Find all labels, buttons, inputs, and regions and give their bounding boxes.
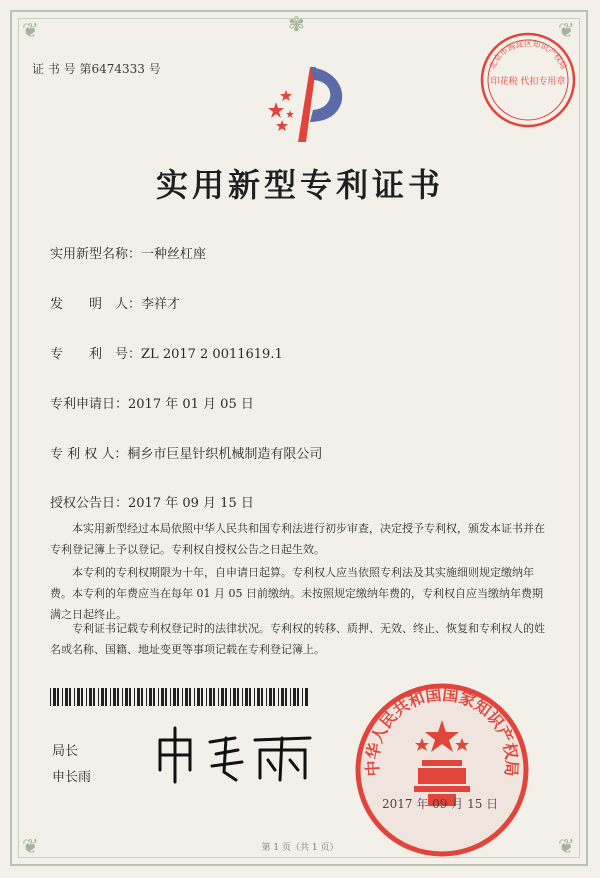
field-patentee xyxy=(50,443,322,462)
barcode-bar xyxy=(137,688,140,706)
barcode-bar xyxy=(281,688,284,706)
barcode-bar xyxy=(197,688,200,706)
barcode-bar xyxy=(158,688,159,706)
seal-date: 2017 年 09 月 15 日 xyxy=(382,797,499,811)
barcode-bar xyxy=(93,688,95,706)
barcode-bar xyxy=(98,688,99,706)
corner-ornament-icon: ❦ xyxy=(558,834,575,858)
body-paragraph: 专利证书记载专利权登记时的法律状况。专利权的转移、质押、无效、终止、恢复和专利权人的姓名或名称、国籍、地址变更等事项记载在专利登记簿上。 xyxy=(50,622,545,656)
barcode-bar xyxy=(249,688,251,706)
barcode-bar xyxy=(182,688,183,706)
barcode-bar xyxy=(225,688,227,706)
barcode-bar xyxy=(62,688,63,706)
barcode-bar xyxy=(245,688,248,706)
barcode-bar xyxy=(278,688,279,706)
field-value: 一种丝杠座 xyxy=(141,247,207,262)
barcode-bar xyxy=(177,688,179,706)
barcode-bar xyxy=(266,688,267,706)
barcode-bar xyxy=(149,688,152,706)
svg-text:北京市海淀区知识产权局: 北京市海淀区知识产权局 xyxy=(487,39,569,71)
barcode-bar xyxy=(74,688,75,706)
body-paragraph: 本专利的专利权期限为十年，自申请日起算。专利权人应当依照专利法及其实施细则规定缴纳年费。本专利的年费应当在每年 01 月 05 日前缴纳。未按照规定缴纳年费的，专利权自应当缴纳年费期满之日起终止。 xyxy=(50,566,543,621)
barcode-bar xyxy=(209,688,212,706)
tax-stamp-seal-icon xyxy=(478,30,578,130)
barcode-bar xyxy=(201,688,203,706)
barcode-bar xyxy=(153,688,155,706)
director-title: 局长 xyxy=(52,744,79,759)
barcode-bar xyxy=(146,688,147,706)
barcode-bar xyxy=(189,688,191,706)
barcode-bar xyxy=(173,688,176,706)
barcode-bar xyxy=(77,688,80,706)
field-label: 授权公告日： xyxy=(50,496,129,511)
official-seal-icon xyxy=(352,680,532,860)
barcode-bar xyxy=(81,688,83,706)
field-label: 实用新型名称： xyxy=(50,247,142,262)
barcode-bar xyxy=(297,688,299,706)
barcode-bar xyxy=(285,688,287,706)
barcode-bar xyxy=(86,688,87,706)
barcode-bar xyxy=(206,688,207,706)
director-name: 申长雨 xyxy=(52,770,92,785)
barcode-bar xyxy=(221,688,224,706)
corner-ornament-icon: ❦ xyxy=(558,18,575,42)
body-paragraph: 本实用新型经过本局依照中华人民共和国专利法进行初步审查，决定授予专利权，颁发本证书并在专利登记簿上予以登记。专利权自授权公告之日起生效。 xyxy=(50,522,545,556)
barcode-bar xyxy=(261,688,263,706)
barcode-bar xyxy=(105,688,107,706)
barcode-bar xyxy=(50,688,51,706)
field-value: 桐乡市巨星针织机械制造有限公司 xyxy=(127,447,323,462)
page-footer: 第 1 页（共 1 页） xyxy=(261,843,339,853)
top-ornament-icon: ✾ xyxy=(288,12,305,36)
barcode-bar xyxy=(233,688,236,706)
field-patent-number xyxy=(50,343,283,362)
barcode-bar xyxy=(242,688,243,706)
certificate-number: 证 书 号 第6474333 号 xyxy=(32,62,161,76)
field-label: 专利申请日： xyxy=(50,397,129,412)
barcode-bar xyxy=(129,688,131,706)
field-grant-date xyxy=(50,492,254,511)
field-application-date xyxy=(50,393,254,412)
corner-ornament-icon: ❦ xyxy=(22,834,39,858)
barcode-bar xyxy=(213,688,215,706)
barcode-bar xyxy=(53,688,56,706)
barcode-bar xyxy=(65,688,68,706)
barcode-bar xyxy=(257,688,260,706)
barcode-bar xyxy=(185,688,188,706)
barcode-bar xyxy=(69,688,71,706)
barcode-bar xyxy=(89,688,92,706)
barcode-bar xyxy=(305,688,308,706)
barcode-bar xyxy=(110,688,111,706)
barcode-bar xyxy=(269,688,272,706)
barcode-bar xyxy=(141,688,143,706)
barcode-bar xyxy=(117,688,119,706)
barcode-bar xyxy=(230,688,231,706)
barcode-bar xyxy=(125,688,128,706)
field-label: 专 利 号： xyxy=(50,347,142,362)
barcode-bar xyxy=(290,688,291,706)
barcode-bar xyxy=(194,688,195,706)
director-signature xyxy=(150,720,320,790)
field-label: 发 明 人： xyxy=(50,297,142,312)
barcode-bar xyxy=(122,688,123,706)
barcode-bar xyxy=(218,688,219,706)
svg-text:印花税 代扣专用章: 印花税 代扣专用章 xyxy=(490,77,566,87)
barcode-bar xyxy=(237,688,239,706)
barcode-bar xyxy=(57,688,59,706)
field-utility-model-name xyxy=(50,243,206,262)
barcode-bar xyxy=(161,688,164,706)
barcode-bar xyxy=(101,688,104,706)
barcode-bar xyxy=(165,688,167,706)
field-value: ZL 2017 2 0011619.1 xyxy=(141,347,283,362)
barcode xyxy=(50,688,310,706)
barcode-bar xyxy=(302,688,303,706)
barcode-bar xyxy=(113,688,116,706)
field-value: 2017 年 09 月 15 日 xyxy=(128,496,254,511)
barcode-bar xyxy=(134,688,135,706)
patent-office-logo-icon xyxy=(258,62,358,152)
field-label: 专 利 权 人： xyxy=(50,447,128,462)
corner-ornament-icon: ❦ xyxy=(22,18,39,42)
barcode-bar xyxy=(273,688,275,706)
certificate-title: 实用新型专利证书 xyxy=(155,166,444,204)
svg-text:中华人民共和国国家知识产权局: 中华人民共和国国家知识产权局 xyxy=(362,684,522,777)
barcode-bar xyxy=(293,688,296,706)
barcode-bar xyxy=(254,688,255,706)
field-inventor xyxy=(50,293,180,312)
field-value: 2017 年 01 月 05 日 xyxy=(128,397,254,412)
barcode-bar xyxy=(170,688,171,706)
field-value: 李祥才 xyxy=(141,297,181,312)
